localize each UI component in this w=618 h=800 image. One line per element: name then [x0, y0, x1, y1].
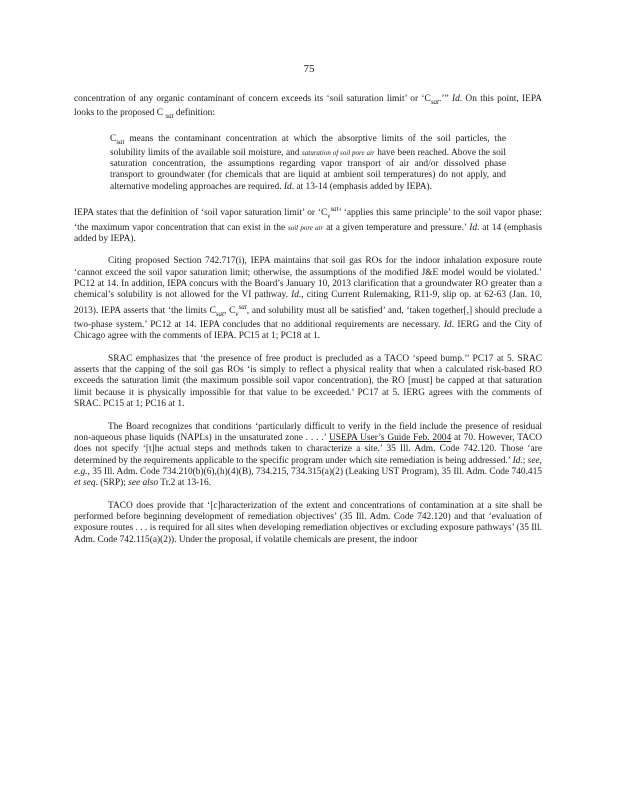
paragraph-2: IEPA states that the definition of ‘soil vapor saturation limit’ or ‘$C_v^{sat}$’ ‘applies this same principle’ to the soil vapor phase: ‘the maximum vapor concentration that can exist in the soil pore air at a given temperature and pressure.’ Id. at 14 (emphasis added by IEPA). — [74, 205, 543, 244]
paragraph-4: SRAC emphasizes that ‘the presence of free product is precluded as a TACO ‘speed bump.’’ PC17 at 5. SRAC asserts that the capping of the soil gas ROs ‘is simply to reflect a physical reality that when a calculated risk-based RO exceeds the saturation limit (the maximum possible soil vapor concentration), the RO [must] be capped at that saturation limit because it is physically impossible for that value to be exceeded.’ PC17 at 5. IERG agrees with the comments of SRAC. PC15 at 1; PC16 at 1. — [74, 353, 542, 410]
paragraph-1: concentration of any organic contaminant of concern exceeds its ‘soil saturation limit’ or ‘$C_{sat}$.’” Id. On this point, IEPA looks to the proposed C $_{sat}$ definition: — [74, 94, 542, 121]
paragraph-5: The Board recognizes that conditions ‘particularly difficult to verify in the field include the presence of residual non-aqueous phase liquids (NAPLs) in the unsaturated zone . . . .’ USEPA User’s Guide Feb. 2004 at 70. However, TACO does not specify ‘[t]he actual steps and methods taken to characterize a site.’ 35 Ill. Adm. Code 742.120. Those ‘are determined by the requirements applicable to the specific program under which site remediation is being addressed.’ Id.; see, e.g., 35 Ill. Adm. Code 734.210(b)(6),(h)(4)(B), 734.215, 734.315(a)(2) (Leaking UST Program), 35 Ill. Adm. Code 740.415 et seq. (SRP); see also Tr.2 at 13-16. — [74, 421, 543, 489]
body-text — [74, 94, 542, 546]
page-number: 75 — [303, 63, 315, 75]
guide-citation-link: USEPA User’s Guide Feb. 2004 — [328, 432, 452, 443]
paragraph-3: Citing proposed Section 742.717(i), IEPA maintains that soil gas ROs for the indoor inhalation exposure route ‘cannot exceed the soil vapor saturation limit; otherwise, the assumptions of the modified J&E model would be violated.’ PC12 at 14. In addition, IEPA concurs with the Board’s January 10, 2013 clarification that a groundwater RO greater than a chemical’s solubility is not allowed for the VI pathway. Id., citing Current Rulemaking, R11-9, slip op. at 62-63 (Jan. 10, 2013). IEPA asserts that ‘the limits $C_{sat}$, $C_v^{sat}$, and solubility must all be satisfied’ and, ‘taken together[,] should preclude a two-phase system.’ PC12 at 14. IEPA concludes that no additional requirements are necessary. Id. IERG and the City of Chicago agree with the comments of IEPA. PC15 at 1; PC18 at 1. — [74, 256, 542, 342]
paragraph-6: TACO does provide that ‘[c]haracterization of the extent and concentrations of contamination at a site shall be performed before beginning development of remediation objectives’ (35 Ill. Adm. Code 742.120) and that ‘evaluation of exposure routes . . . is required for all sites when developing remediation objectives or excluding exposure pathways’ (35 Ill. Adm. Code 742.115(a)(2)). Under the proposal, if volatile chemicals are present, the indoor — [74, 500, 542, 545]
block-quote-csat-definition: $C_{sat}$ means the contaminant concentration at which the absorptive limits of the soil particles, the solubility limits of the available soil moisture, and saturation of soil pore air have been reached. Above the soil saturation concentration, the assumptions regarding vapor transport of air and/or dissolved phase transport to groundwater (for chemicals that are liquid at ambient soil temperatures) do not apply, and alternative modeling approaches are required. Id. at 13-14 (emphasis added by IEPA). — [110, 133, 506, 192]
